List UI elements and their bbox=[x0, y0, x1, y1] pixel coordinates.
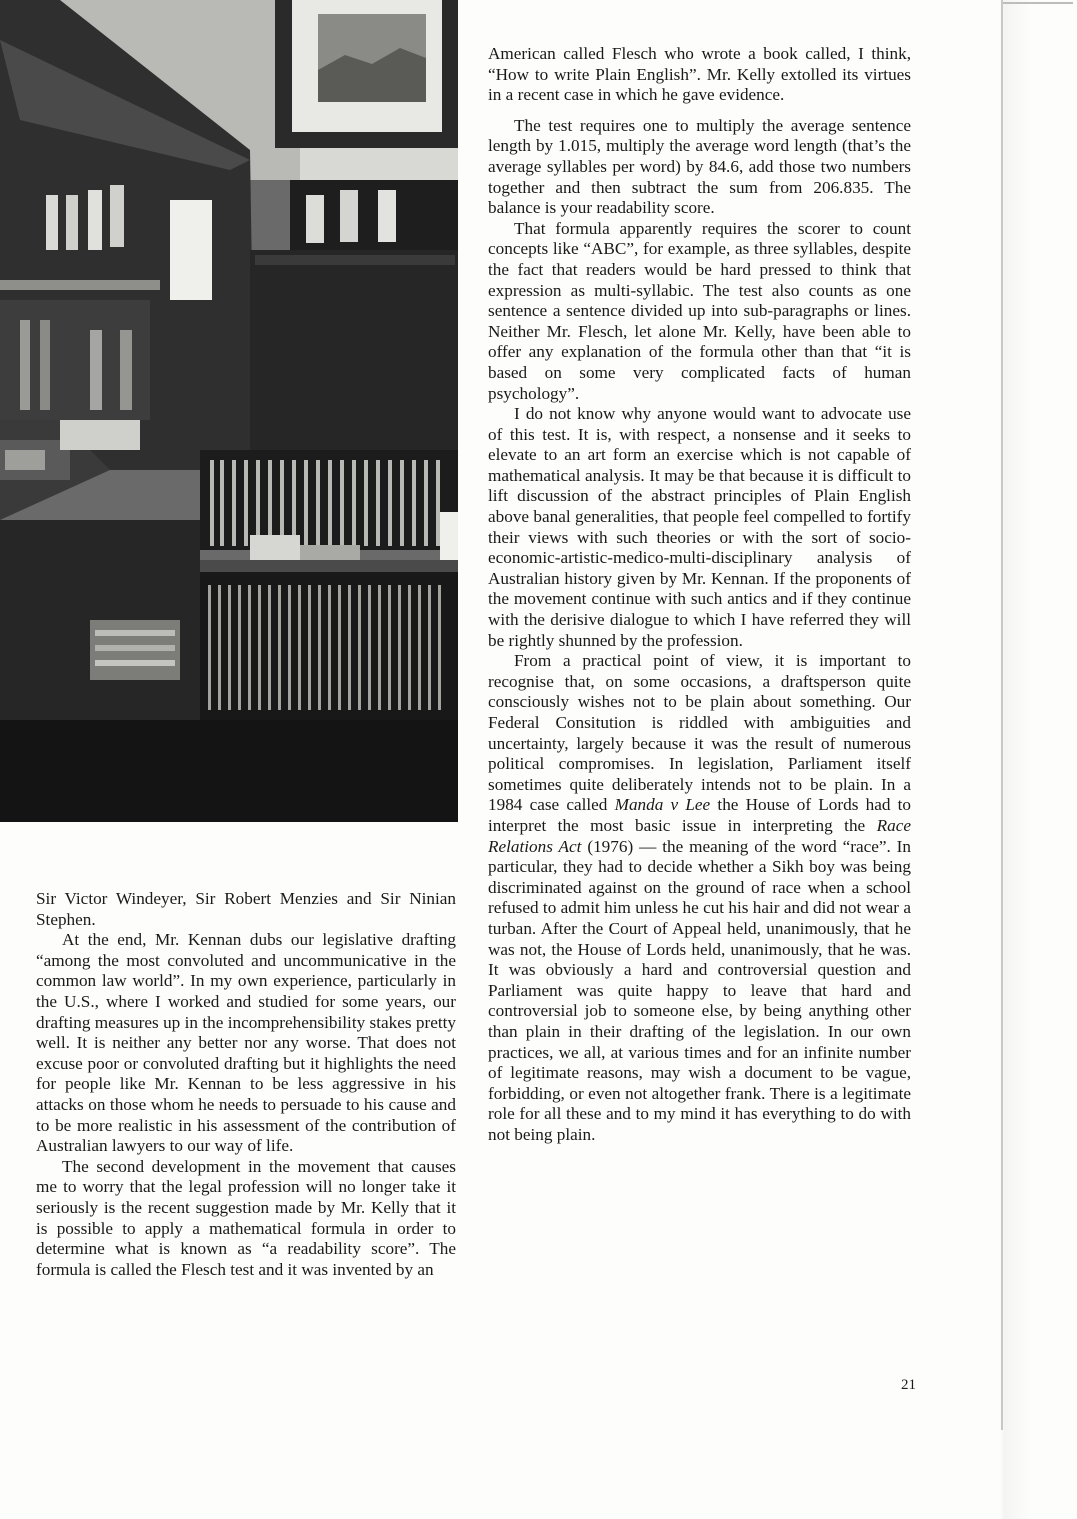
paragraph: At the end, Mr. Kennan dubs our legislative drafting “among the most convoluted and uncommunicative in the common law world”. In my own experience, particularly in the U.S., where I worked and studied for some years, our drafting measures up in the incomprehensibility stakes pretty well. It is neither any better nor any worse. That does not excuse poor or convoluted drafting but it highlights the need for people like Mr. Kennan to be less aggressive in his attacks on those whom he needs to persuade to his cause and to be more realistic in his assessment of the contribution of Australian lawyers to our way of life. bbox=[36, 930, 456, 1156]
paragraph: Sir Victor Windeyer, Sir Robert Menzies and Sir Ninian Stephen. bbox=[36, 889, 456, 929]
paragraph: I do not know why anyone would want to advocate use of this test. It is, with respect, a nonsense and it seeks to elevate to an art form an exercise which is not capable of mathematical analysis. It may be that because it is difficult to lift discussion of the abstract principles of Plain English above banal generalities, that people feel compelled to fortify their views with such theories or with the sort of socio-economic-artistic-medico-multi-disciplinary analysis of Australian history given by Mr. Kennan. If the proponents of the movement continue with such antics and if they continue with the derisive dialogue to which I have referred they will be rightly shunned by the profession. bbox=[488, 404, 911, 650]
paragraph: The test requires one to multiply the average sentence length by 1.015, multiply the average word length (that’s the average syllables per word) by 84.6, add those two numbers together and then subtract the sum from 206.835. The balance is your readability score. bbox=[488, 115, 911, 218]
text-run: From a practical point of view, it is important to recognise that, on some occasions, a draftsperson quite consciously wishes not to be plain about something. Our Federal Consitution is riddled with ambiguities and uncertainty, largely because it was the result of numerous political compromises. In legislation, Parliament itself sometimes quite deliberately intends not to be plain. In a 1984 case called bbox=[488, 651, 911, 815]
page-number: 21 bbox=[901, 1377, 916, 1393]
office-photo bbox=[0, 0, 458, 822]
paragraph: American called Flesch who wrote a book called, I think, “How to write Plain English”. Mr. Kelly extolled its virtues in a recent case in which he gave evidence. bbox=[488, 44, 911, 105]
right-column bbox=[488, 44, 911, 1145]
page-edge bbox=[1000, 0, 1077, 1519]
text-run: (1976) — the meaning of the word “race”. In particular, they had to decide whether a Sikh boy was being discriminated against on the ground of race when a school refused to admit him unless he cut his hair and did not wear a turban. After the Court of Appeal held, unanimously, that he was not, the House of Lords held, unanimously, that he was. It was obviously a hard and controversial question and Parliament was quite happy to leave that hard and controversial job to someone else, by being anything other than plain in their drafting of the legislation. In our own practices, we all, at various times and for an infinite number of legitimate reasons, may wish a document to be vague, forbidding, or even not altogether frank. There is a legitimate role for all these and to my mind it has everything to do with not being plain. bbox=[488, 836, 912, 1144]
text-run: the House of Lords had to interpret the most basic issue in interpreting the bbox=[488, 795, 911, 835]
case-name: Manda v Lee bbox=[614, 795, 711, 815]
paragraph: That formula apparently requires the scorer to count concepts like “ABC”, for example, as three syllables, despite the fact that readers would be hard pressed to think that expression as multi-syllabic. The test also counts as one sentence a sentence divided up into sub-paragraphs or lines. Neither Mr. Flesch, let alone Mr. Kelly, have been able to offer any explanation of the formula other than that “it is based on some very complicated facts of human psychology”. bbox=[488, 218, 911, 403]
page-edge-top bbox=[1003, 2, 1073, 4]
act-name: Race Relations Act bbox=[488, 815, 911, 856]
office-photo-illustration bbox=[0, 0, 458, 822]
paragraph: The second development in the movement that causes me to worry that the legal profession will no longer take it seriously is the recent suggestion made by Mr. Kelly that it is possible to apply a mathematical formula in order to determine what is known as “a readability score”. The formula is called the Flesch test and it was invented by an bbox=[36, 1156, 456, 1279]
page-edge-line bbox=[1001, 0, 1003, 1430]
left-column bbox=[36, 889, 456, 1280]
paragraph bbox=[488, 651, 911, 1145]
